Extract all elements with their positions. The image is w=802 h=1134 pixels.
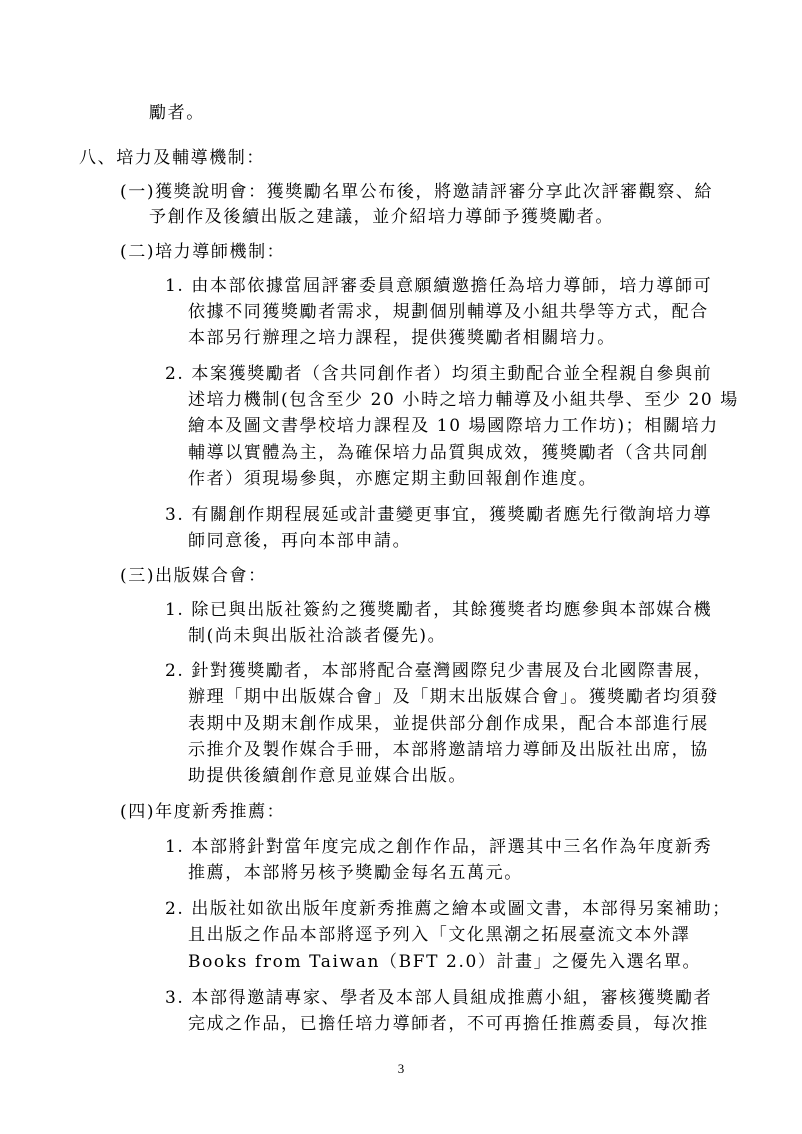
list-item: 1. 本部將針對當年度完成之創作作品，評選其中三名作為年度新秀	[165, 837, 713, 857]
text-line: 本部另行辦理之培力課程，提供獲獎勵者相關培力。	[188, 328, 616, 348]
list-item: 3. 有關創作期程展延或計畫變更事宜，獲獎勵者應先行徵詢培力導	[165, 505, 713, 525]
text-line: 繪本及圖文書學校培力課程及 10 場國際培力工作坊)；相關培力	[188, 416, 719, 436]
text-line: 推薦，本部將另核予獎勵金每名五萬元。	[188, 863, 523, 883]
text-line: 輔導以實體為主，為確保培力品質與成效，獲獎勵者（含共同創	[188, 443, 709, 463]
text-line: 作者）須現場參與，亦應定期主動回報創作進度。	[188, 469, 598, 489]
list-item: 2. 本案獲獎勵者（含共同創作者）均須主動配合並全程親自參與前	[165, 364, 713, 384]
text-line: Books from Taiwan（BFT 2.0）計畫」之優先入選名單。	[188, 952, 702, 972]
section-heading: 八、培力及輔導機制：	[79, 148, 265, 168]
text-line: 師同意後，再向本部申請。	[188, 531, 412, 551]
page-number: 3	[397, 1061, 405, 1076]
text-line: 依據不同獲獎勵者需求，規劃個別輔導及小組共學等方式，配合	[188, 302, 709, 322]
text-line: 且出版之作品本部將逕予列入「文化黑潮之拓展臺流文本外譯	[188, 925, 691, 945]
subsection-heading: (三)出版媒合會：	[120, 566, 267, 586]
text-line: 勵者。	[149, 103, 205, 123]
subsection-heading: (一)獲獎說明會：獲獎勵名單公布後，將邀請評審分享此次評審觀察、給	[120, 182, 714, 202]
text-line: 述培力機制(包含至少 20 小時之培力輔導及小組共學、至少 20 場	[188, 390, 739, 410]
list-item: 1. 由本部依據當屆評審委員意願續邀擔任為培力導師，培力導師可	[165, 276, 713, 296]
text-line: 助提供後續創作意見並媒合出版。	[188, 766, 467, 786]
subsection-heading: (二)培力導師機制：	[120, 242, 286, 262]
text-line: 制(尚未與出版社洽談者優先)。	[188, 626, 447, 646]
text-line: 辦理「期中出版媒合會」及「期末出版媒合會」。獲獎勵者均須發	[188, 687, 719, 707]
text-line: 予創作及後續出版之建議，並介紹培力導師予獲獎勵者。	[149, 207, 614, 227]
text-line: 完成之作品，已擔任培力導師者，不可再擔任推薦委員，每次推	[188, 1014, 709, 1034]
list-item: 2. 出版社如欲出版年度新秀推薦之繪本或圖文書，本部得另案補助；	[165, 899, 731, 919]
text-line: 示推介及製作媒合手冊，本部將邀請培力導師及出版社出席，協	[188, 740, 709, 760]
list-item: 3. 本部得邀請專家、學者及本部人員組成推薦小組，審核獲獎勵者	[165, 988, 713, 1008]
list-item: 2. 針對獲獎勵者，本部將配合臺灣國際兒少書展及台北國際書展，	[165, 661, 713, 681]
subsection-heading: (四)年度新秀推薦：	[120, 802, 286, 822]
list-item: 1. 除已與出版社簽約之獲獎勵者，其餘獲獎者均應參與本部媒合機	[165, 600, 713, 620]
text-line: 表期中及期末創作成果，並提供部分創作成果，配合本部進行展	[188, 714, 709, 734]
